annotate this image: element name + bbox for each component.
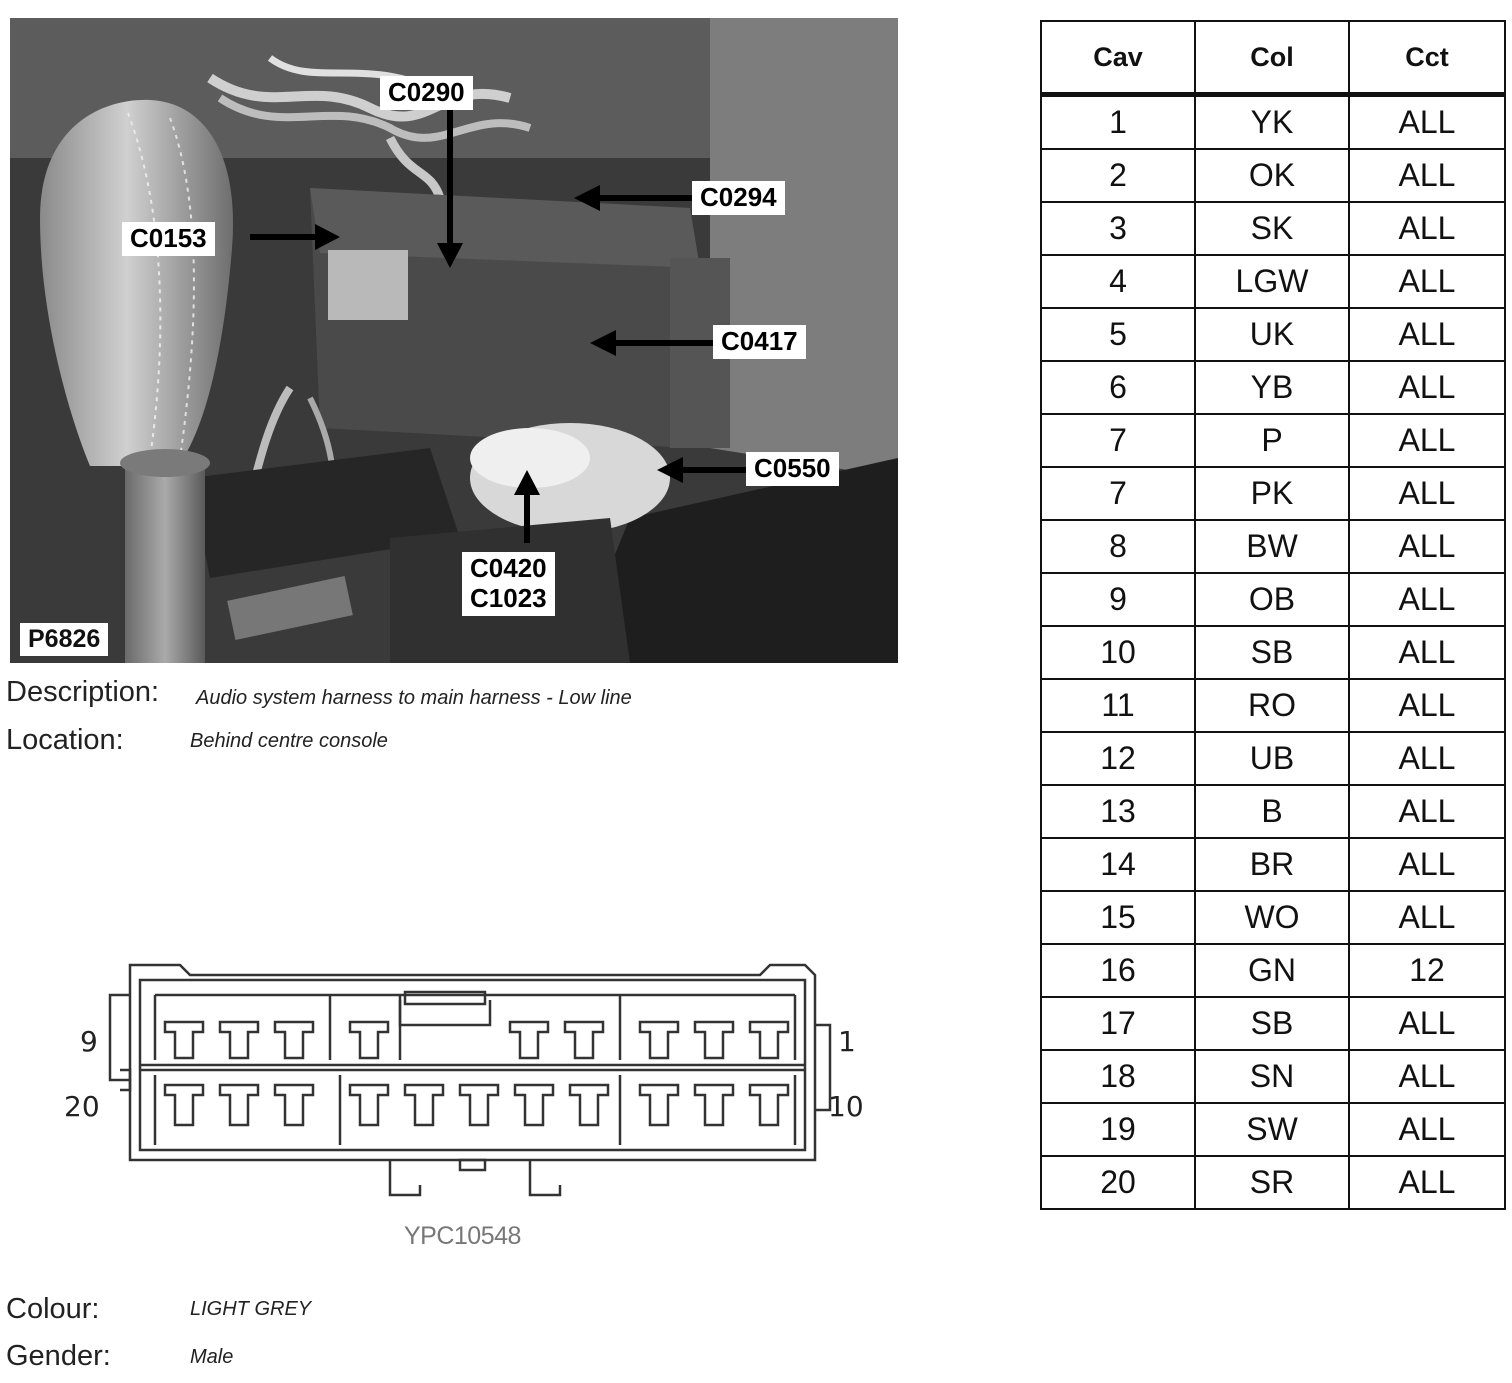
- table-row: [1041, 520, 1505, 573]
- colour-cell: GN: [1195, 944, 1349, 997]
- pin-cavity: [350, 1085, 388, 1125]
- pin-cavity: [275, 1085, 313, 1125]
- pin-cavity: [695, 1022, 733, 1058]
- pin-cavity: [570, 1085, 608, 1125]
- cavity-cell: 13: [1041, 785, 1195, 838]
- circuit-cell: 12: [1349, 944, 1505, 997]
- colour-cell: SR: [1195, 1156, 1349, 1209]
- pin-assignment-table: [1040, 20, 1506, 1210]
- description-value: Audio system harness to main harness - Low line: [196, 687, 632, 709]
- table-row: [1041, 838, 1505, 891]
- cavity-cell: 15: [1041, 891, 1195, 944]
- pin-cavity: [640, 1022, 678, 1058]
- callout-c0294: C0294: [692, 181, 785, 215]
- colour-cell: OK: [1195, 149, 1349, 202]
- circuit-cell: ALL: [1349, 308, 1505, 361]
- circuit-cell: ALL: [1349, 626, 1505, 679]
- cavity-cell: 5: [1041, 308, 1195, 361]
- circuit-cell: ALL: [1349, 891, 1505, 944]
- colour-cell: SN: [1195, 1050, 1349, 1103]
- pin-cavity: [515, 1085, 553, 1125]
- colour-cell: SB: [1195, 626, 1349, 679]
- cavity-cell: 7: [1041, 467, 1195, 520]
- cavity-cell: 1: [1041, 95, 1195, 150]
- colour-cell: SW: [1195, 1103, 1349, 1156]
- cavity-cell: 7: [1041, 414, 1195, 467]
- header-cav: Cav: [1041, 21, 1195, 95]
- pin-cavity: [350, 1022, 388, 1058]
- cavity-cell: 9: [1041, 573, 1195, 626]
- cavity-cell: 20: [1041, 1156, 1195, 1209]
- circuit-cell: ALL: [1349, 149, 1505, 202]
- colour-cell: BW: [1195, 520, 1349, 573]
- table-row: [1041, 626, 1505, 679]
- circuit-cell: ALL: [1349, 732, 1505, 785]
- pin-cavity: [640, 1085, 678, 1125]
- colour-cell: LGW: [1195, 255, 1349, 308]
- colour-cell: P: [1195, 414, 1349, 467]
- connector-part-number: YPC10548: [404, 1222, 521, 1250]
- table-row: [1041, 95, 1505, 150]
- circuit-cell: ALL: [1349, 1156, 1505, 1209]
- colour-label: Colour:: [6, 1293, 100, 1325]
- table-row: [1041, 679, 1505, 732]
- circuit-cell: ALL: [1349, 361, 1505, 414]
- location-value: Behind centre console: [190, 730, 388, 752]
- table-row: [1041, 573, 1505, 626]
- pin-cavity: [565, 1022, 603, 1058]
- circuit-cell: ALL: [1349, 255, 1505, 308]
- table-row: [1041, 891, 1505, 944]
- table-row: [1041, 308, 1505, 361]
- pin-label-9: 9: [80, 1025, 98, 1058]
- table-row: [1041, 361, 1505, 414]
- callout-c0420-c1023: [462, 552, 555, 616]
- cavity-cell: 17: [1041, 997, 1195, 1050]
- callout-c1023: C1023: [470, 582, 547, 613]
- header-col: Col: [1195, 21, 1349, 95]
- pin-cavity: [165, 1022, 203, 1058]
- cavity-cell: 2: [1041, 149, 1195, 202]
- colour-cell: B: [1195, 785, 1349, 838]
- table-row: [1041, 732, 1505, 785]
- circuit-cell: ALL: [1349, 1103, 1505, 1156]
- colour-cell: YB: [1195, 361, 1349, 414]
- photo-reference-code: P6826: [20, 623, 108, 656]
- cavity-cell: 19: [1041, 1103, 1195, 1156]
- colour-cell: SB: [1195, 997, 1349, 1050]
- cavity-cell: 18: [1041, 1050, 1195, 1103]
- table-row: [1041, 202, 1505, 255]
- table-row: [1041, 785, 1505, 838]
- colour-cell: OB: [1195, 573, 1349, 626]
- cavity-cell: 3: [1041, 202, 1195, 255]
- callout-c0153: C0153: [122, 222, 215, 256]
- location-photo: [10, 18, 898, 663]
- pin-cavity: [405, 1085, 443, 1125]
- connector-outline: [60, 950, 880, 1200]
- table-row: [1041, 944, 1505, 997]
- circuit-cell: ALL: [1349, 95, 1505, 150]
- circuit-cell: ALL: [1349, 1050, 1505, 1103]
- colour-cell: UK: [1195, 308, 1349, 361]
- cavity-cell: 8: [1041, 520, 1195, 573]
- callout-c0290: C0290: [380, 76, 473, 110]
- header-cct: Cct: [1349, 21, 1505, 95]
- pin-label-10: 10: [828, 1090, 864, 1123]
- colour-cell: WO: [1195, 891, 1349, 944]
- table-header-row: [1041, 21, 1505, 95]
- circuit-cell: ALL: [1349, 679, 1505, 732]
- table-row: [1041, 255, 1505, 308]
- pin-cavity: [460, 1085, 498, 1125]
- circuit-cell: ALL: [1349, 838, 1505, 891]
- pin-cavity: [750, 1022, 788, 1058]
- table-row: [1041, 997, 1505, 1050]
- circuit-cell: ALL: [1349, 785, 1505, 838]
- cavity-cell: 4: [1041, 255, 1195, 308]
- table-row: [1041, 1103, 1505, 1156]
- pin-label-1: 1: [838, 1025, 856, 1058]
- table-row: [1041, 1156, 1505, 1209]
- cavity-cell: 11: [1041, 679, 1195, 732]
- callout-c0420: C0420: [470, 553, 547, 583]
- circuit-cell: ALL: [1349, 520, 1505, 573]
- callout-c0550: C0550: [746, 452, 839, 486]
- cavity-cell: 12: [1041, 732, 1195, 785]
- circuit-cell: ALL: [1349, 467, 1505, 520]
- colour-cell: YK: [1195, 95, 1349, 150]
- pin-cavity: [750, 1085, 788, 1125]
- pin-cavity: [510, 1022, 548, 1058]
- table-row: [1041, 467, 1505, 520]
- location-label: Location:: [6, 724, 124, 756]
- table-row: [1041, 1050, 1505, 1103]
- pin-label-20: 20: [64, 1090, 100, 1123]
- colour-cell: BR: [1195, 838, 1349, 891]
- gender-label: Gender:: [6, 1340, 111, 1372]
- pin-cavity: [220, 1085, 258, 1125]
- pin-cavity: [165, 1085, 203, 1125]
- table-row: [1041, 414, 1505, 467]
- description-label: Description:: [6, 676, 160, 708]
- colour-cell: RO: [1195, 679, 1349, 732]
- colour-cell: PK: [1195, 467, 1349, 520]
- circuit-cell: ALL: [1349, 414, 1505, 467]
- cavity-cell: 10: [1041, 626, 1195, 679]
- callout-c0417: C0417: [713, 325, 806, 359]
- pin-cavity: [695, 1085, 733, 1125]
- circuit-cell: ALL: [1349, 997, 1505, 1050]
- colour-cell: SK: [1195, 202, 1349, 255]
- gender-value: Male: [190, 1346, 234, 1368]
- cavity-cell: 16: [1041, 944, 1195, 997]
- cavity-cell: 6: [1041, 361, 1195, 414]
- colour-cell: UB: [1195, 732, 1349, 785]
- table-row: [1041, 149, 1505, 202]
- circuit-cell: ALL: [1349, 202, 1505, 255]
- colour-value: LIGHT GREY: [190, 1298, 312, 1320]
- pin-cavity: [275, 1022, 313, 1058]
- connector-face-diagram: [60, 950, 880, 1205]
- circuit-cell: ALL: [1349, 573, 1505, 626]
- cavity-cell: 14: [1041, 838, 1195, 891]
- pin-cavity: [220, 1022, 258, 1058]
